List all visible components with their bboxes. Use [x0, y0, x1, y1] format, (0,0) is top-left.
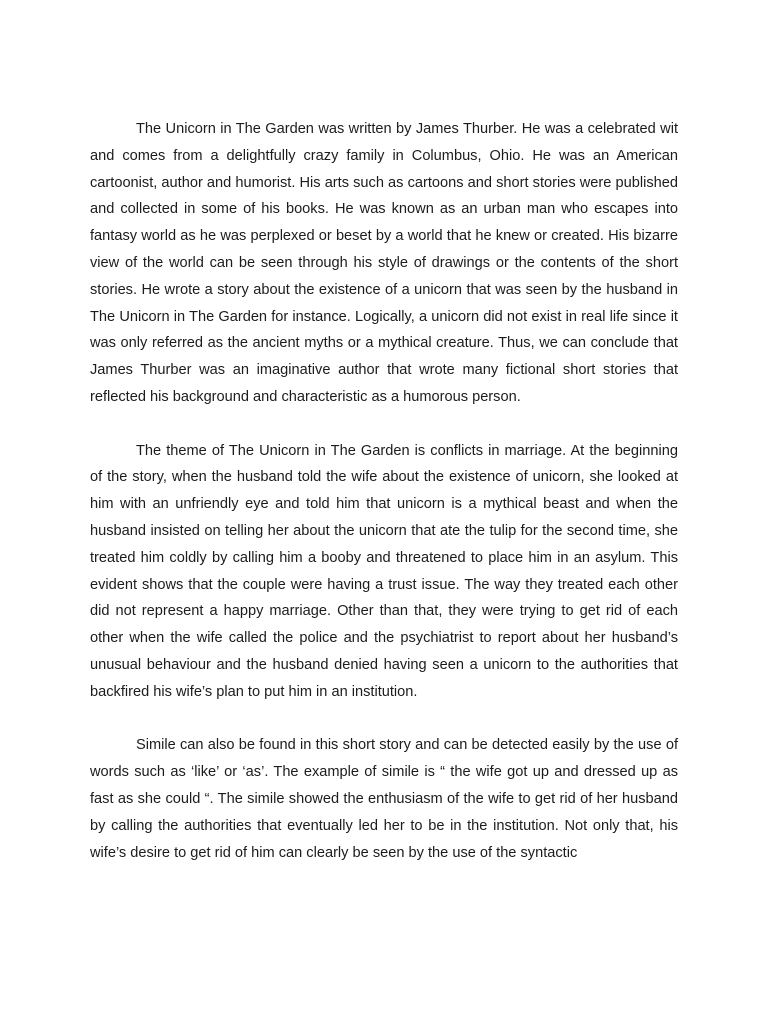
- paragraph-2: The theme of The Unicorn in The Garden is conflicts in marriage. At the beginning of the story, when the husband told the wife about the existence of unicorn, she looked at him with an unfriendly eye and told him that unicorn is a mythical beast and when the husband insisted on telling her about the unicorn that ate the tulip for the second time, she treated him coldly by calling him a booby and threatened to place him in an asylum. This evident shows that the couple were having a trust issue. The way they treated each other did not represent a happy marriage. Other than that, they were trying to get rid of each other when the wife called the police and the psychiatrist to report about her husband’s unusual behaviour and the husband denied having seen a unicorn to the authorities that backfired his wife’s plan to put him in an institution.: [90, 442, 678, 700]
- paragraph-1: The Unicorn in The Garden was written by James Thurber. He was a celebrated wit and comes from a delightfully crazy family in Columbus, Ohio. He was an American cartoonist, author and humorist. His arts such as cartoons and short stories were published and collected in some of his books. He was known as an urban man who escapes into fantasy world as he was perplexed or beset by a world that he knew or created. His bizarre view of the world can be seen through his style of drawings or the contents of the short stories. He wrote a story about the existence of a unicorn that was seen by the husband in The Unicorn in The Garden for instance. Logically, a unicorn did not exist in real life since it was only referred as the ancient myths or a mythical creature. Thus, we can conclude that James Thurber was an imaginative author that wrote many fictional short stories that reflected his background and characteristic as a humorous person.: [90, 121, 678, 405]
- paragraph-3: Simile can also be found in this short story and can be detected easily by the use of words such as ‘like’ or ‘as’. The example of simile is “ the wife got up and dressed up as fast as she could “. The simile showed the enthusiasm of the wife to get rid of her husband by calling the authorities that eventually led her to be in the institution. Not only that, his wife’s desire to get rid of him can clearly be seen by the use of the syntactic: [90, 737, 678, 861]
- document-body: [90, 116, 678, 893]
